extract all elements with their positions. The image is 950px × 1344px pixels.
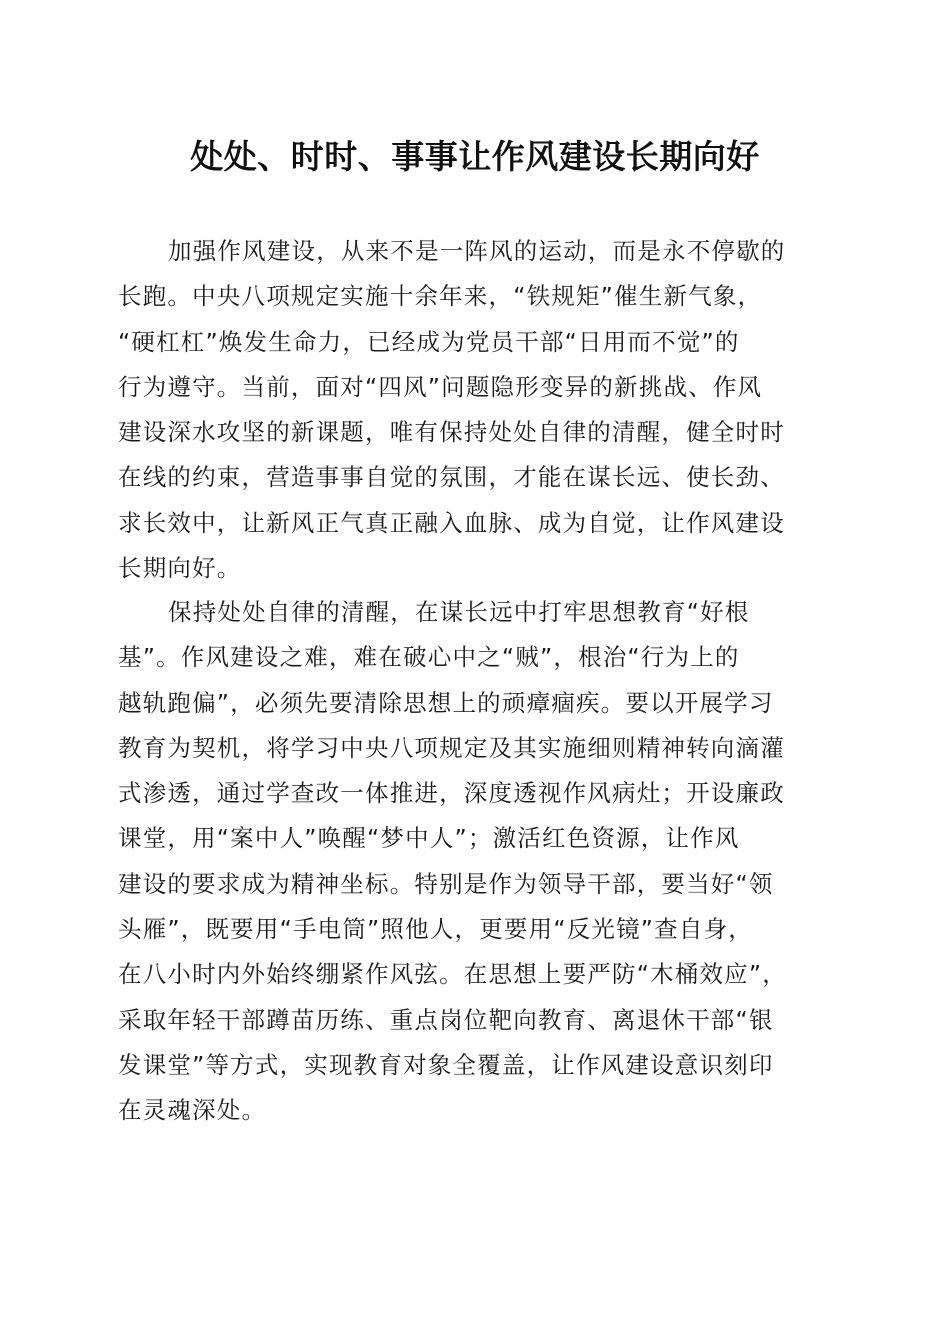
paragraph-line: 长跑。中央八项规定实施十余年来，“铁规矩”催生新气象，: [118, 282, 763, 311]
paragraph-line: 课堂，用“案中人”唤醒“梦中人”；激活红色资源，让作风: [118, 824, 740, 853]
paragraph-line: 采取年轻干部蹲苗历练、重点岗位靶向教育、离退休干部“银: [118, 1005, 774, 1034]
paragraph-line: 求长效中，让新风正气真正融入血脉、成为自觉，让作风建设: [118, 508, 785, 537]
paragraph-2: [118, 590, 834, 1134]
paragraph-line: “硬杠杠”焕发生命力，已经成为党员干部“日用而不觉”的: [118, 327, 740, 356]
paragraph-line: 越轨跑偏”，必须先要清除思想上的顽瘴痼疾。要以开展学习: [118, 688, 774, 717]
paragraph-line: 在灵魂深处。: [118, 1096, 267, 1125]
paragraph-line: 在八小时内外始终绷紧作风弦。在思想上要严防“木桶效应”，: [118, 960, 787, 989]
paragraph-1: [118, 229, 834, 591]
paragraph-line: 在线的约束，营造事事自觉的氛围，才能在谋长远、使长劲、: [118, 463, 785, 492]
paragraph-line: 长期向好。: [118, 554, 242, 583]
paragraph-line: 建设深水攻坚的新课题，唯有保持处处自律的清醒，健全时时: [118, 418, 785, 447]
paragraph-line: 发课堂”等方式，实现教育对象全覆盖，让作风建设意识刻印: [118, 1050, 774, 1079]
paragraph-line: 行为遵守。当前，面对“四风”问题隐形变异的新挑战、作风: [118, 372, 763, 401]
paragraph-line: 保持处处自律的清醒，在谋长远中打牢思想教育“好根: [168, 598, 750, 626]
paragraph-line: 基”。作风建设之难，难在破心中之“贼”，根治“行为上的: [118, 643, 740, 672]
paragraph-line: 加强作风建设，从来不是一阵风的运动，而是永不停歇的: [168, 237, 786, 265]
paragraph-line: 式渗透，通过学查改一体推进，深度透视作风病灶；开设廉政: [118, 779, 785, 808]
paragraph-line: 教育为契机，将学习中央八项规定及其实施细则精神转向滴灌: [118, 733, 785, 762]
paragraph-line: 头雁”，既要用“手电筒”照他人，更要用“反光镜”查自身，: [118, 915, 753, 944]
document-title: 处处、时时、事事让作风建设长期向好: [190, 137, 760, 176]
paragraph-line: 建设的要求成为精神坐标。特别是作为领导干部，要当好“领: [118, 869, 774, 898]
